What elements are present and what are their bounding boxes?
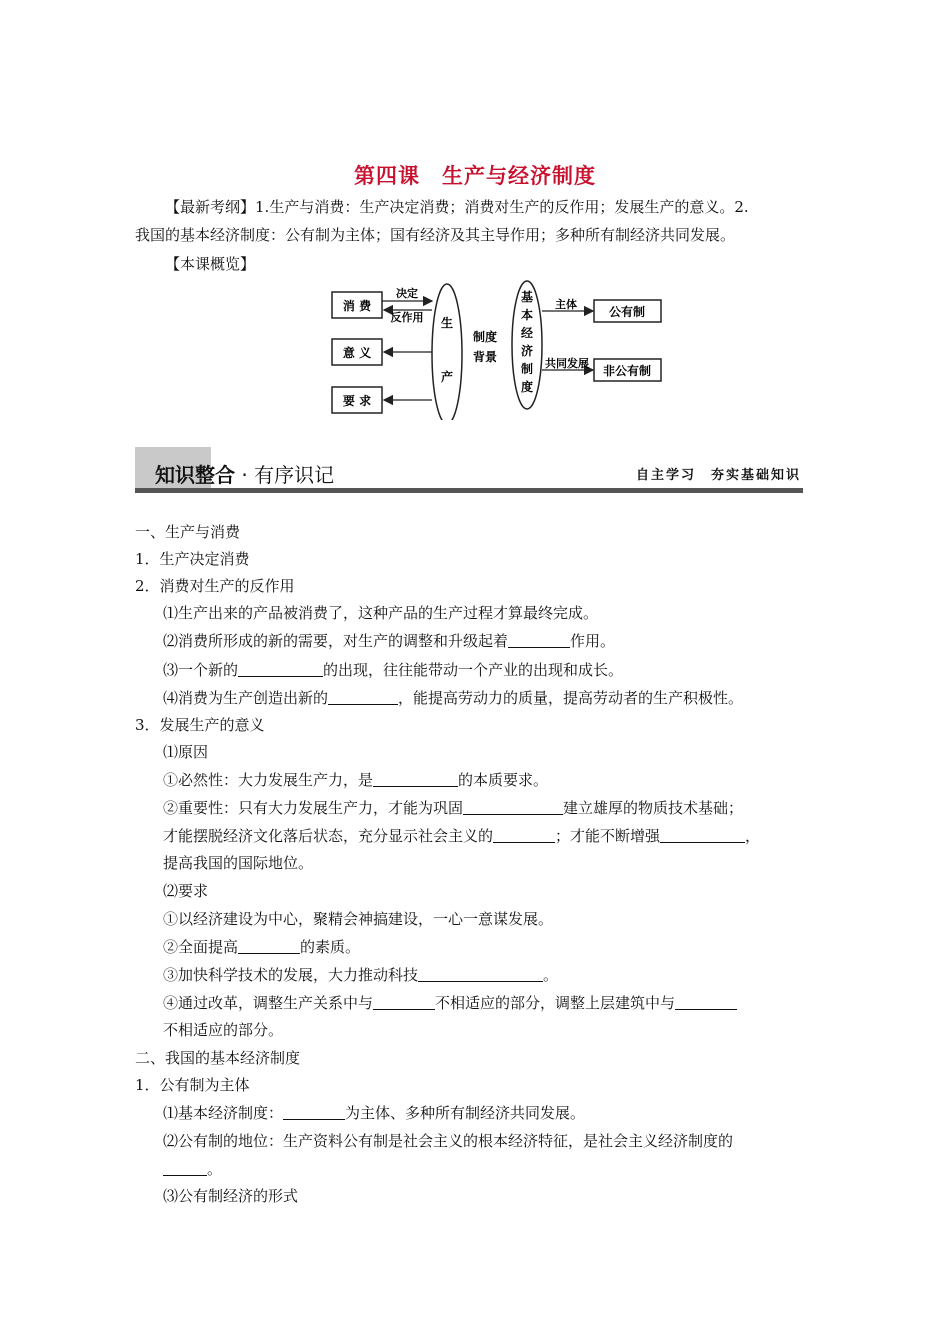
banner-title-bold: 知识整合 bbox=[155, 463, 235, 487]
s1-3-1: ⑴原因 bbox=[163, 743, 209, 761]
section1-item3: 3．发展生产的意义 bbox=[135, 716, 265, 734]
section1-item2: 2．消费对生产的反作用 bbox=[135, 577, 295, 595]
exam-outline-line2: 我国的基本经济制度：公有制为主体；国有经济及其主导作用；多种所有制经济共同发展。 bbox=[135, 226, 736, 244]
develop-together-label: 共同发展 bbox=[545, 357, 589, 370]
s1-3-1c bbox=[163, 825, 760, 846]
exam-outline-line1 bbox=[165, 193, 749, 221]
s1-2-c bbox=[163, 659, 623, 680]
section2-heading: 二、我国的基本经济制度 bbox=[135, 1049, 301, 1067]
s1-3-2d bbox=[163, 992, 737, 1013]
s1-2-d bbox=[163, 687, 743, 708]
fill-blank[interactable] bbox=[238, 939, 300, 954]
s1-3-1b-text1: ②重要性：只有大力发展生产力，才能为巩固 bbox=[163, 799, 464, 817]
s2-1-a bbox=[163, 1102, 585, 1123]
system-label: 制度 bbox=[472, 330, 498, 344]
s1-3-2c-text1: ③加快科学技术的发展，大力推动科技 bbox=[163, 966, 419, 984]
basic-system-char: 基 bbox=[520, 290, 534, 304]
production-top-char: 生 bbox=[440, 316, 454, 330]
s1-2-c-text1: ⑶一个新的 bbox=[163, 661, 239, 679]
exam-outline-label: 【最新考纲】 bbox=[165, 198, 256, 216]
fill-blank[interactable] bbox=[283, 1105, 345, 1120]
background-label: 背景 bbox=[472, 350, 498, 364]
fill-blank[interactable] bbox=[493, 828, 555, 843]
section1-item1: 1．生产决定消费 bbox=[135, 550, 250, 568]
basic-system-char: 本 bbox=[520, 308, 534, 322]
s1-3-1a-text1: ①必然性：大力发展生产力，是 bbox=[163, 771, 374, 789]
demand-label: 要 求 bbox=[342, 394, 372, 408]
s1-3-1c-text3: ， bbox=[745, 827, 761, 845]
s1-2-c-text2: 的出现，往往能带动一个产业的出现和成长。 bbox=[323, 661, 624, 679]
decide-label: 决定 bbox=[396, 287, 418, 300]
overview-label: 【本课概览】 bbox=[165, 255, 256, 273]
main-body-label: 主体 bbox=[555, 298, 577, 311]
fill-blank[interactable] bbox=[163, 1161, 207, 1176]
s1-3-1c-text1: 才能摆脱经济文化落后状态，充分显示社会主义的 bbox=[163, 827, 494, 845]
exam-outline-text1: 1.生产与消费：生产决定消费；消费对生产的反作用；发展生产的意义。2. bbox=[255, 198, 749, 216]
fill-blank[interactable] bbox=[675, 995, 737, 1010]
basic-system-char: 度 bbox=[520, 380, 534, 394]
section2-item1: 1．公有制为主体 bbox=[135, 1076, 250, 1094]
s2-1-b-cont bbox=[163, 1158, 222, 1179]
s1-2-a: ⑴生产出来的产品被消费了，这种产品的生产过程才算最终完成。 bbox=[163, 604, 599, 622]
s1-3-2b-text1: ②全面提高 bbox=[163, 938, 239, 956]
banner-bar bbox=[135, 488, 803, 493]
s1-3-2b bbox=[163, 936, 360, 957]
fill-blank[interactable] bbox=[373, 995, 435, 1010]
s1-3-1d: 提高我国的国际地位。 bbox=[163, 854, 314, 872]
basic-system-char: 济 bbox=[520, 344, 534, 358]
basic-system-char: 制 bbox=[520, 362, 534, 376]
banner-title bbox=[155, 459, 334, 488]
s1-3-2d-text1: ④通过改革，调整生产关系中与 bbox=[163, 994, 374, 1012]
s1-3-2: ⑵要求 bbox=[163, 882, 209, 900]
s2-1-a-text1: ⑴基本经济制度： bbox=[163, 1104, 284, 1122]
react-label: 反作用 bbox=[390, 311, 424, 324]
fill-blank[interactable] bbox=[463, 800, 563, 815]
s1-2-b-text1: ⑵消费所形成的新的需要，对生产的调整和升级起着 bbox=[163, 632, 509, 650]
basic-system-char: 经 bbox=[520, 326, 534, 340]
s1-3-2d-text2: 不相适应的部分，调整上层建筑中与 bbox=[435, 994, 676, 1012]
banner-right-text: 自主学习 夯实基础知识 bbox=[635, 468, 801, 483]
s1-3-1a-text2: 的本质要求。 bbox=[458, 771, 549, 789]
overview-diagram bbox=[320, 280, 680, 420]
fill-blank[interactable] bbox=[328, 690, 398, 705]
production-bottom-char: 产 bbox=[440, 370, 454, 384]
s1-3-2c-text2: 。 bbox=[543, 966, 559, 984]
fill-blank[interactable] bbox=[418, 967, 543, 982]
s1-3-2b-text2: 的素质。 bbox=[300, 938, 361, 956]
s2-1-c: ⑶公有制经济的形式 bbox=[163, 1187, 299, 1205]
s1-2-b bbox=[163, 630, 615, 651]
banner-title-rest: · 有序识记 bbox=[235, 463, 335, 487]
s1-3-1b-text2: 建立雄厚的物质技术基础； bbox=[563, 799, 744, 817]
production-ellipse bbox=[432, 284, 462, 420]
s2-1-b: ⑵公有制的地位：生产资料公有制是社会主义的根本经济特征，是社会主义经济制度的 bbox=[163, 1132, 734, 1150]
s1-3-2a: ①以经济建设为中心，聚精会神搞建设，一心一意谋发展。 bbox=[163, 910, 554, 928]
page-title: 第四课 生产与经济制度 bbox=[354, 163, 596, 188]
meaning-label: 意 义 bbox=[342, 346, 372, 360]
public-label: 公有制 bbox=[608, 305, 646, 319]
s1-3-2e: 不相适应的部分。 bbox=[163, 1021, 284, 1039]
fill-blank[interactable] bbox=[238, 662, 323, 677]
s1-2-d-text2: ，能提高劳动力的质量，提高劳动者的生产积极性。 bbox=[398, 689, 744, 707]
section-banner bbox=[135, 447, 803, 495]
s1-2-d-text1: ⑷消费为生产创造出新的 bbox=[163, 689, 329, 707]
non-public-label: 非公有制 bbox=[602, 364, 652, 378]
s1-3-1c-text2: ；才能不断增强 bbox=[555, 827, 661, 845]
s2-1-a-text2: 为主体、多种所有制经济共同发展。 bbox=[345, 1104, 586, 1122]
fill-blank[interactable] bbox=[373, 772, 458, 787]
fill-blank[interactable] bbox=[508, 633, 570, 648]
s1-3-2c bbox=[163, 964, 558, 985]
consume-label: 消 费 bbox=[342, 299, 372, 313]
s1-3-1b bbox=[163, 797, 743, 818]
fill-blank[interactable] bbox=[660, 828, 745, 843]
s1-3-1a bbox=[163, 769, 548, 790]
section1-heading: 一、生产与消费 bbox=[135, 523, 241, 541]
s2-1-b-text2: 。 bbox=[207, 1160, 223, 1178]
s1-2-b-text2: 作用。 bbox=[570, 632, 616, 650]
